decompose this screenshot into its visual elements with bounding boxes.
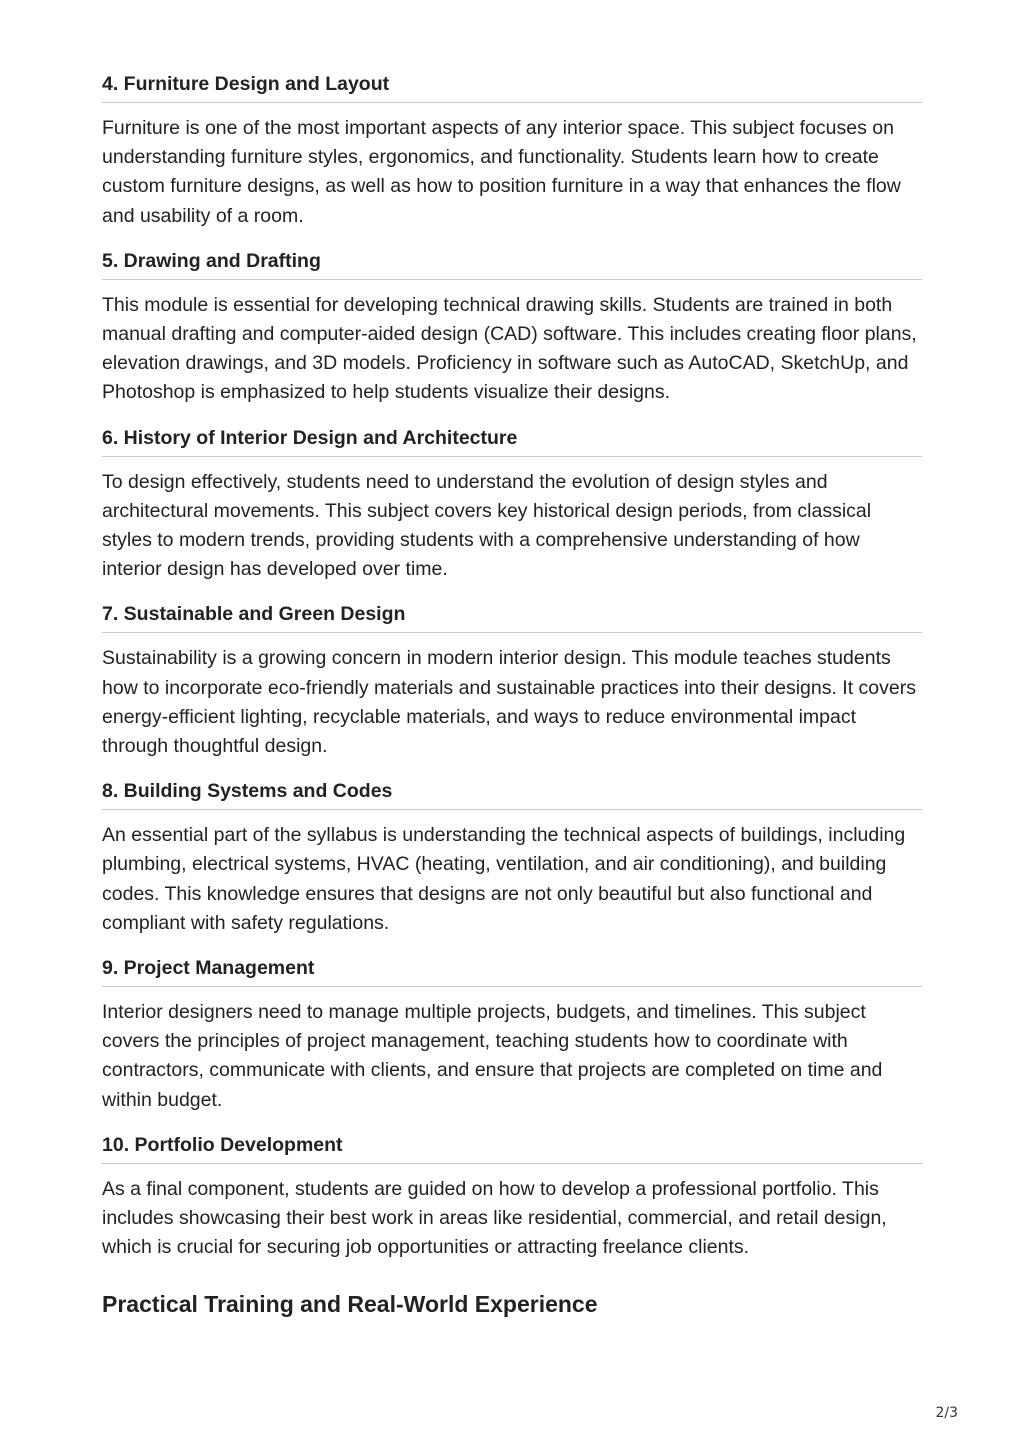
- section-body: An essential part of the syllabus is understanding the technical aspects of buildings, including plumbing, electrical systems, HVAC (heating, ventilation, and air conditioning), and building codes. This knowledge ensures that designs are not only beautiful but also functional and compliant with safety regulations.: [102, 824, 906, 934]
- section-body: To design effectively, students need to understand the evolution of design styles and architectural movements. This subject covers key historical design periods, from classical styles to modern trends, providing students with a comprehensive understanding of how interior design has developed over time.: [102, 470, 872, 581]
- section-heading: 10. Portfolio Development: [102, 1133, 922, 1164]
- section-body: Furniture is one of the most important aspects of any interior space. This subject focuses on understanding furniture styles, ergonomics, and functionality. Students learn how to create custom furniture designs, as well as how to position furniture in a way that enhances the flow and usability of a room.: [102, 117, 901, 227]
- section-portfolio-development: [102, 1133, 922, 1263]
- section-history-design: [102, 426, 922, 585]
- section-heading: 7. Sustainable and Green Design: [102, 602, 922, 633]
- section-body: As a final component, students are guided on how to develop a professional portfolio. This includes showcasing their best work in areas like residential, commercial, and retail design, which is crucial for securing job opportunities or attracting freelance clients.: [102, 1177, 887, 1259]
- section-sustainable-design: [102, 602, 922, 761]
- document-page: [102, 72, 922, 1319]
- section-heading: 5. Drawing and Drafting: [102, 249, 922, 280]
- section-body: Sustainability is a growing concern in modern interior design. This module teaches students how to incorporate eco-friendly materials and sustainable practices into their designs. It covers energy-efficient lighting, recyclable materials, and ways to reduce environmental impact through thoughtful design.: [102, 647, 916, 758]
- major-heading: Practical Training and Real-World Experience: [102, 1291, 598, 1318]
- section-body: Interior designers need to manage multiple projects, budgets, and timelines. This subject covers the principles of project management, teaching students how to coordinate with contractors, communicate with clients, and ensure that projects are completed on time and within budget.: [102, 1001, 883, 1111]
- section-heading: 6. History of Interior Design and Architecture: [102, 426, 922, 457]
- section-heading: 4. Furniture Design and Layout: [102, 72, 922, 103]
- section-project-management: [102, 956, 922, 1115]
- section-furniture-design: [102, 72, 922, 231]
- section-body: This module is essential for developing technical drawing skills. Students are trained in both manual drafting and computer-aided design (CAD) software. This includes creating floor plans, elevation drawings, and 3D models. Proficiency in software such as AutoCAD, SketchUp, and Photoshop is emphasized to help students visualize their designs.: [102, 293, 917, 404]
- page-number: 2/3: [935, 1405, 958, 1421]
- section-building-systems: [102, 779, 922, 938]
- section-drawing-drafting: [102, 249, 922, 408]
- section-heading: 9. Project Management: [102, 956, 922, 987]
- section-heading: 8. Building Systems and Codes: [102, 779, 922, 810]
